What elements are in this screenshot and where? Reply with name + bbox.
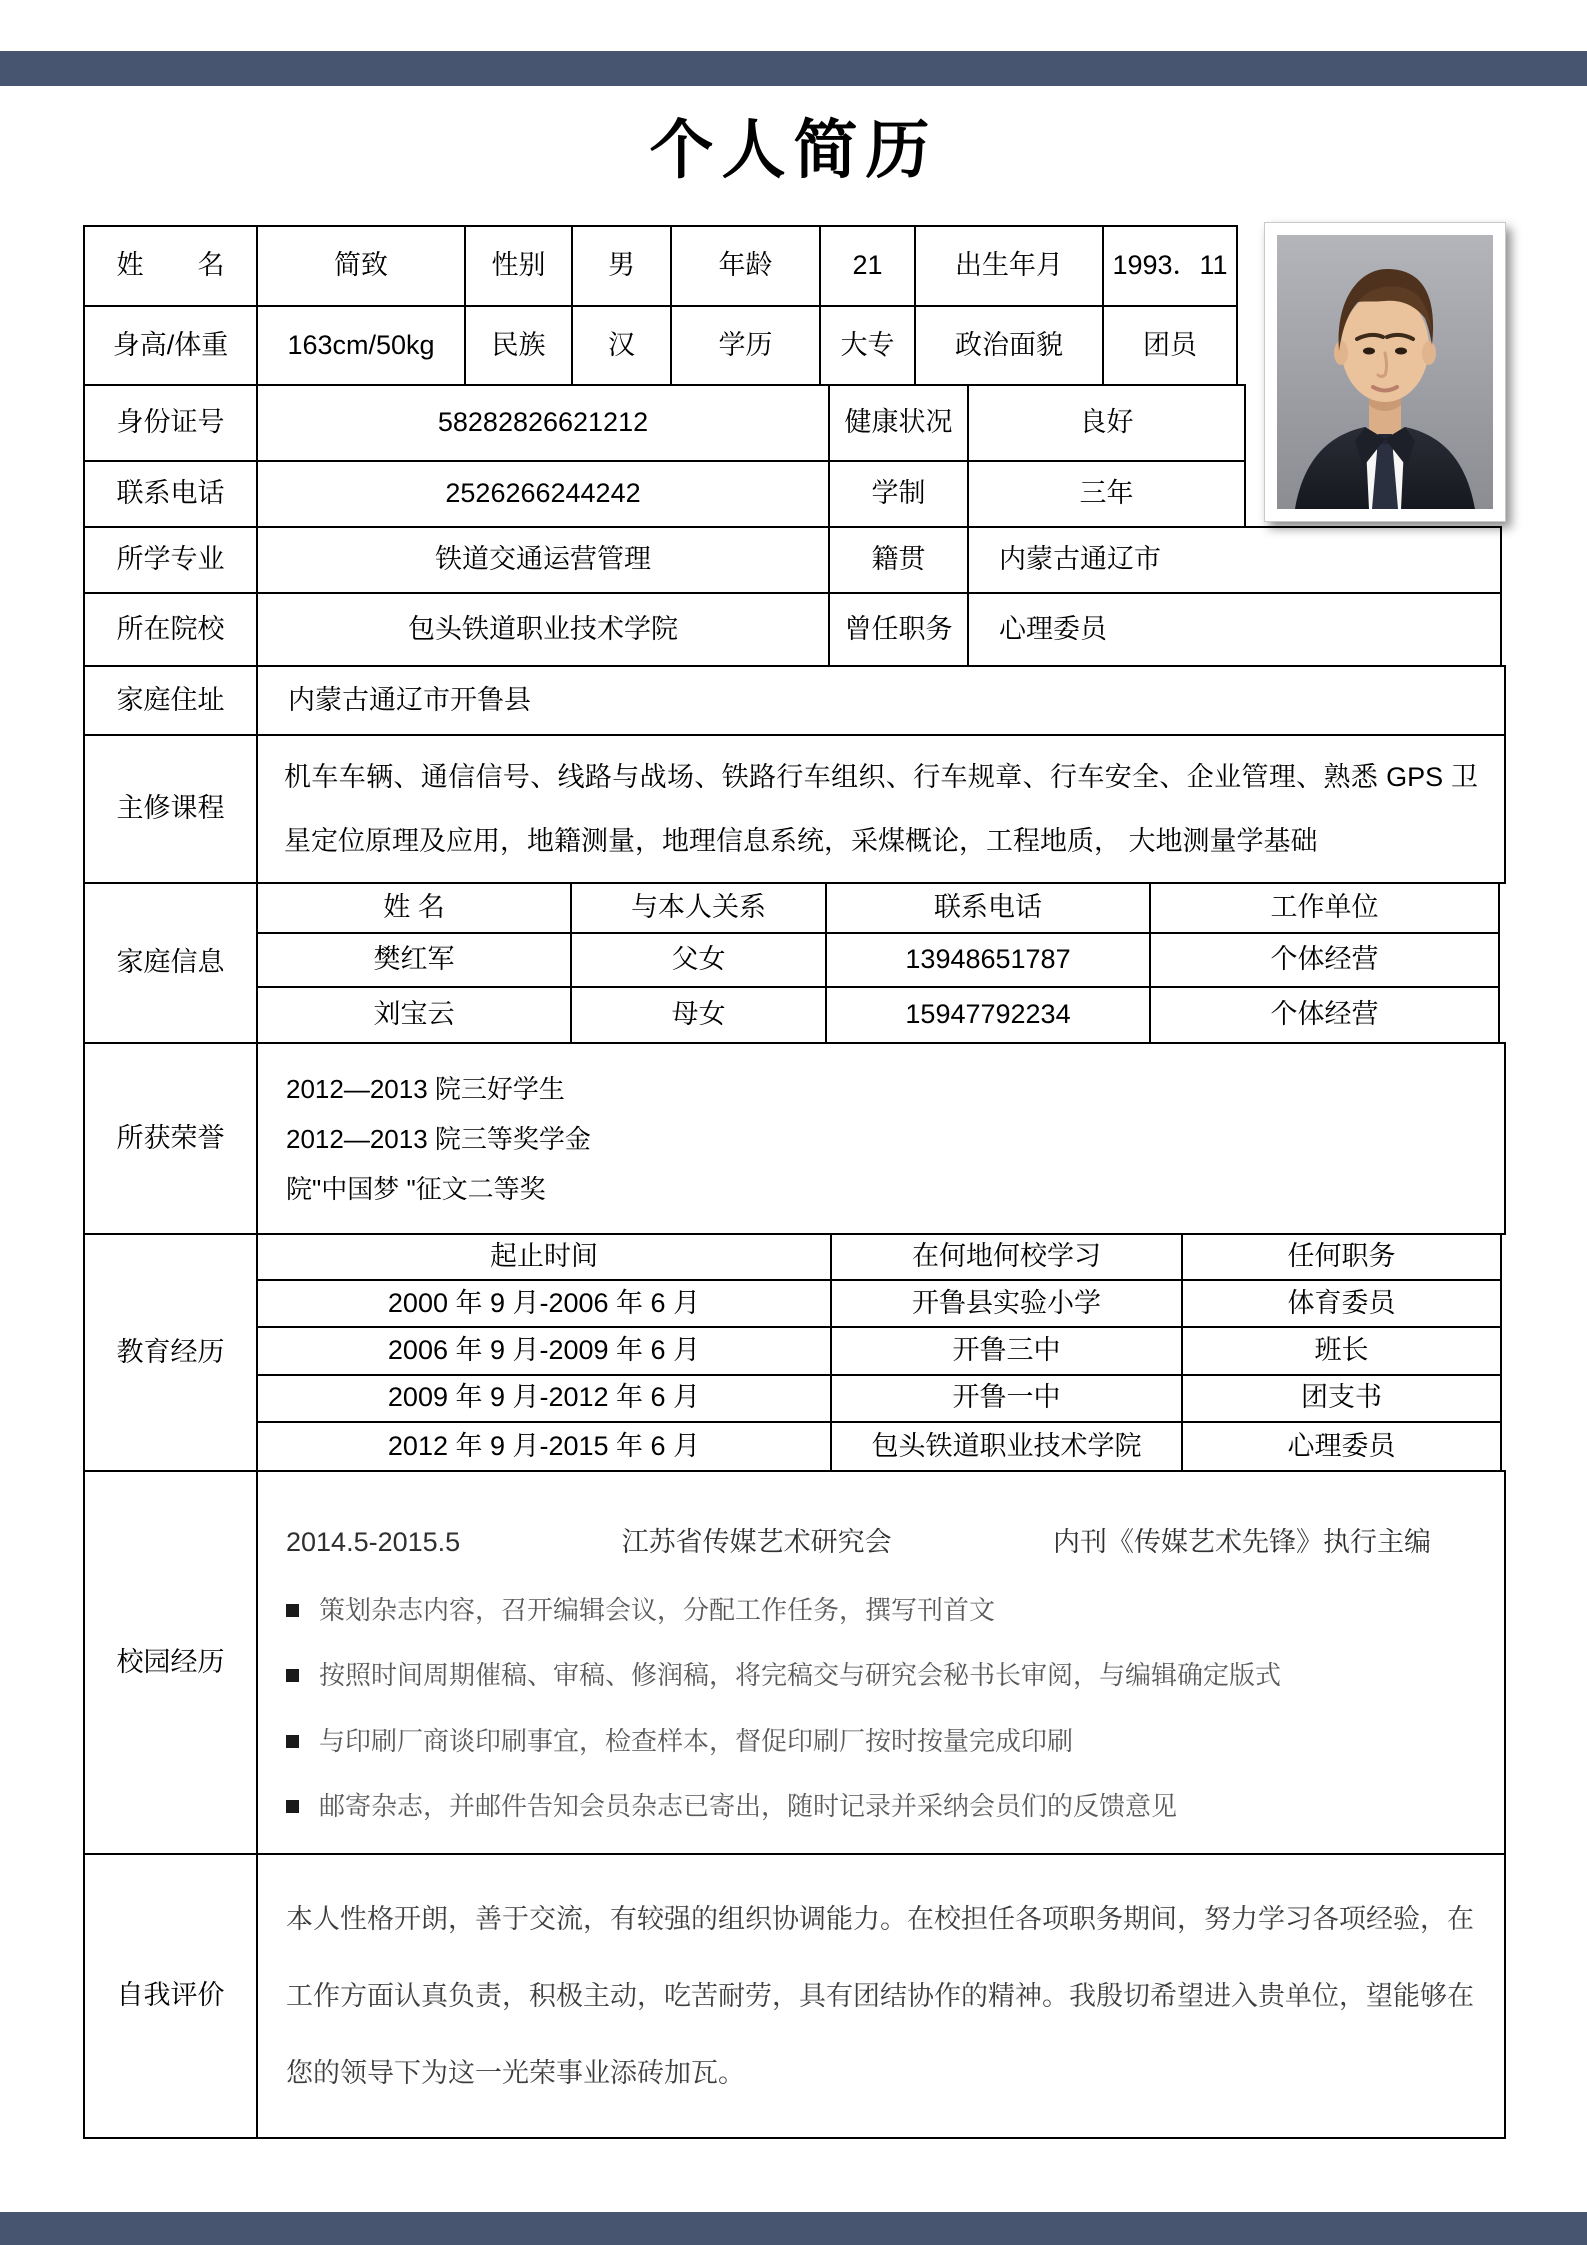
field-value-main-courses: 机车车辆、通信信号、线路与战场、铁路行车组织、行车规章、行车安全、企业管理、熟悉 GPS 卫星定位原理及应用，地籍测量，地理信息系统，采煤概论，工程地质， 大地测量学基础 (256, 734, 1506, 884)
campus-bullet-item (286, 1725, 1474, 1758)
table-row (83, 526, 1508, 594)
field-value-past-position: 心理委员 (967, 592, 1502, 667)
education-row (256, 1374, 1508, 1423)
family-member-employer: 个体经营 (1149, 932, 1500, 988)
portrait-photo (1264, 222, 1506, 522)
field-label-college: 所在院校 (83, 592, 258, 667)
field-value-home-address: 内蒙古通辽市开鲁县 (256, 665, 1506, 736)
field-value-birth: 1993．11 (1102, 225, 1238, 307)
field-label-age: 年龄 (670, 225, 821, 307)
family-info-section (83, 882, 1508, 1044)
education-school: 包头铁道职业技术学院 (830, 1421, 1183, 1472)
field-label-political: 政治面貌 (914, 305, 1104, 386)
field-value-political: 团员 (1102, 305, 1238, 386)
field-label-height-weight: 身高/体重 (83, 305, 258, 386)
family-member-name: 刘宝云 (256, 986, 572, 1044)
campus-bullet-text: 邮寄杂志，并邮件告知会员杂志已寄出，随时记录并采纳会员们的反馈意见 (319, 1791, 1178, 1822)
field-label-name: 姓 名 (83, 225, 258, 307)
family-member-relation: 母女 (570, 986, 827, 1044)
section-label-education: 教育经历 (83, 1233, 258, 1472)
campus-content (256, 1470, 1506, 1855)
honor-item: 院"中国梦 "征文二等奖 (286, 1173, 546, 1204)
field-value-phone: 2526266244242 (256, 460, 830, 528)
section-label-self-evaluation: 自我评价 (83, 1853, 258, 2139)
education-school: 开鲁县实验小学 (830, 1279, 1183, 1328)
field-value-health: 良好 (967, 384, 1246, 462)
field-value-name: 简致 (256, 225, 466, 307)
portrait-illustration (1277, 235, 1493, 509)
education-position: 体育委员 (1181, 1279, 1502, 1328)
campus-bullet-text: 与印刷厂商谈印刷事宜，检查样本，督促印刷厂按时按量完成印刷 (319, 1725, 1074, 1756)
education-school: 开鲁一中 (830, 1374, 1183, 1423)
section-label-honors: 所获荣誉 (83, 1042, 258, 1235)
family-table (256, 882, 1508, 1044)
field-label-phone: 联系电话 (83, 460, 258, 528)
field-label-birth: 出生年月 (914, 225, 1104, 307)
field-value-college: 包头铁道职业技术学院 (256, 592, 830, 667)
field-value-age: 21 (819, 225, 916, 307)
education-col-school: 在何地何校学习 (830, 1233, 1183, 1281)
family-member-phone: 13948651787 (825, 932, 1151, 988)
education-header-row (256, 1233, 1508, 1281)
bottom-accent-band (0, 2212, 1587, 2245)
family-row (256, 932, 1508, 988)
table-row (83, 734, 1508, 884)
field-label-schooling-length: 学制 (828, 460, 969, 528)
field-value-gender: 男 (571, 225, 672, 307)
field-label-gender: 性别 (464, 225, 573, 307)
field-label-major: 所学专业 (83, 526, 258, 594)
square-bullet-icon (286, 1735, 299, 1748)
education-row (256, 1279, 1508, 1328)
field-value-schooling-length: 三年 (967, 460, 1246, 528)
campus-bullet-item (286, 1790, 1474, 1823)
square-bullet-icon (286, 1800, 299, 1813)
honor-item: 2012—2013 院三等奖学金 (286, 1123, 591, 1154)
page-title: 个人简历 (649, 114, 938, 186)
education-school: 开鲁三中 (830, 1326, 1183, 1375)
field-label-ethnicity: 民族 (464, 305, 573, 386)
education-position: 班长 (1181, 1326, 1502, 1375)
campus-bullet-item (286, 1594, 1474, 1627)
campus-bullet-text: 按照时间周期催稿、审稿、修润稿，将完稿交与研究会秘书长审阅，与编辑确定版式 (319, 1660, 1282, 1691)
table-row (83, 665, 1508, 736)
education-period: 2000 年 9 月-2006 年 6 月 (256, 1279, 832, 1328)
family-col-employer: 工作单位 (1149, 882, 1500, 934)
self-evaluation-section (83, 1853, 1508, 2139)
family-member-relation: 父女 (570, 932, 827, 988)
square-bullet-icon (286, 1604, 299, 1617)
family-col-relation: 与本人关系 (570, 882, 827, 934)
education-section (83, 1233, 1508, 1472)
education-position: 心理委员 (1181, 1421, 1502, 1472)
field-label-native-place: 籍贯 (828, 526, 969, 594)
field-label-health: 健康状况 (828, 384, 969, 462)
education-table (256, 1233, 1508, 1472)
education-row (256, 1421, 1508, 1472)
education-position: 团支书 (1181, 1374, 1502, 1423)
field-value-major: 铁道交通运营管理 (256, 526, 830, 594)
field-value-id-number: 58282826621212 (256, 384, 830, 462)
field-label-id-number: 身份证号 (83, 384, 258, 462)
self-evaluation-text: 本人性格开朗，善于交流，有较强的组织协调能力。在校担任各项职务期间，努力学习各项经验，在工作方面认真负责，积极主动，吃苦耐劳，具有团结协作的精神。我殷切希望进入贵单位，望能够在您的领导下为这一光荣事业添砖加瓦。 (256, 1853, 1506, 2139)
family-member-name: 樊红军 (256, 932, 572, 988)
family-member-phone: 15947792234 (825, 986, 1151, 1044)
section-label-campus: 校园经历 (83, 1470, 258, 1855)
field-value-degree: 大专 (819, 305, 916, 386)
honors-section (83, 1042, 1508, 1235)
field-label-main-courses: 主修课程 (83, 734, 258, 884)
campus-role: 内刊《传媒艺术先锋》执行主编 (1053, 1527, 1431, 1557)
field-value-native-place: 内蒙古通辽市 (967, 526, 1502, 594)
table-row (83, 592, 1508, 667)
honors-content (256, 1042, 1506, 1235)
honor-item: 2012—2013 院三好学生 (286, 1073, 565, 1104)
education-period: 2012 年 9 月-2015 年 6 月 (256, 1421, 832, 1472)
field-value-ethnicity: 汉 (571, 305, 672, 386)
family-col-name: 姓 名 (256, 882, 572, 934)
square-bullet-icon (286, 1669, 299, 1682)
campus-period: 2014.5-2015.5 (286, 1527, 461, 1557)
campus-bullet-item (286, 1659, 1474, 1692)
family-member-employer: 个体经营 (1149, 986, 1500, 1044)
campus-heading (286, 1526, 1431, 1560)
family-col-phone: 联系电话 (825, 882, 1151, 934)
education-period: 2009 年 9 月-2012 年 6 月 (256, 1374, 832, 1423)
field-value-height-weight: 163cm/50kg (256, 305, 466, 386)
top-accent-band (0, 51, 1587, 86)
family-row (256, 986, 1508, 1044)
campus-organization: 江苏省传媒艺术研究会 (621, 1527, 892, 1557)
field-label-past-position: 曾任职务 (828, 592, 969, 667)
education-col-position: 任何职务 (1181, 1233, 1502, 1281)
section-label-family: 家庭信息 (83, 882, 258, 1044)
field-label-degree: 学历 (670, 305, 821, 386)
education-period: 2006 年 9 月-2009 年 6 月 (256, 1326, 832, 1375)
campus-bullet-text: 策划杂志内容，召开编辑会议，分配工作任务，撰写刊首文 (319, 1594, 996, 1625)
campus-section (83, 1470, 1508, 1855)
family-header-row (256, 882, 1508, 934)
education-col-period: 起止时间 (256, 1233, 832, 1281)
education-row (256, 1326, 1508, 1375)
field-label-home-address: 家庭住址 (83, 665, 258, 736)
